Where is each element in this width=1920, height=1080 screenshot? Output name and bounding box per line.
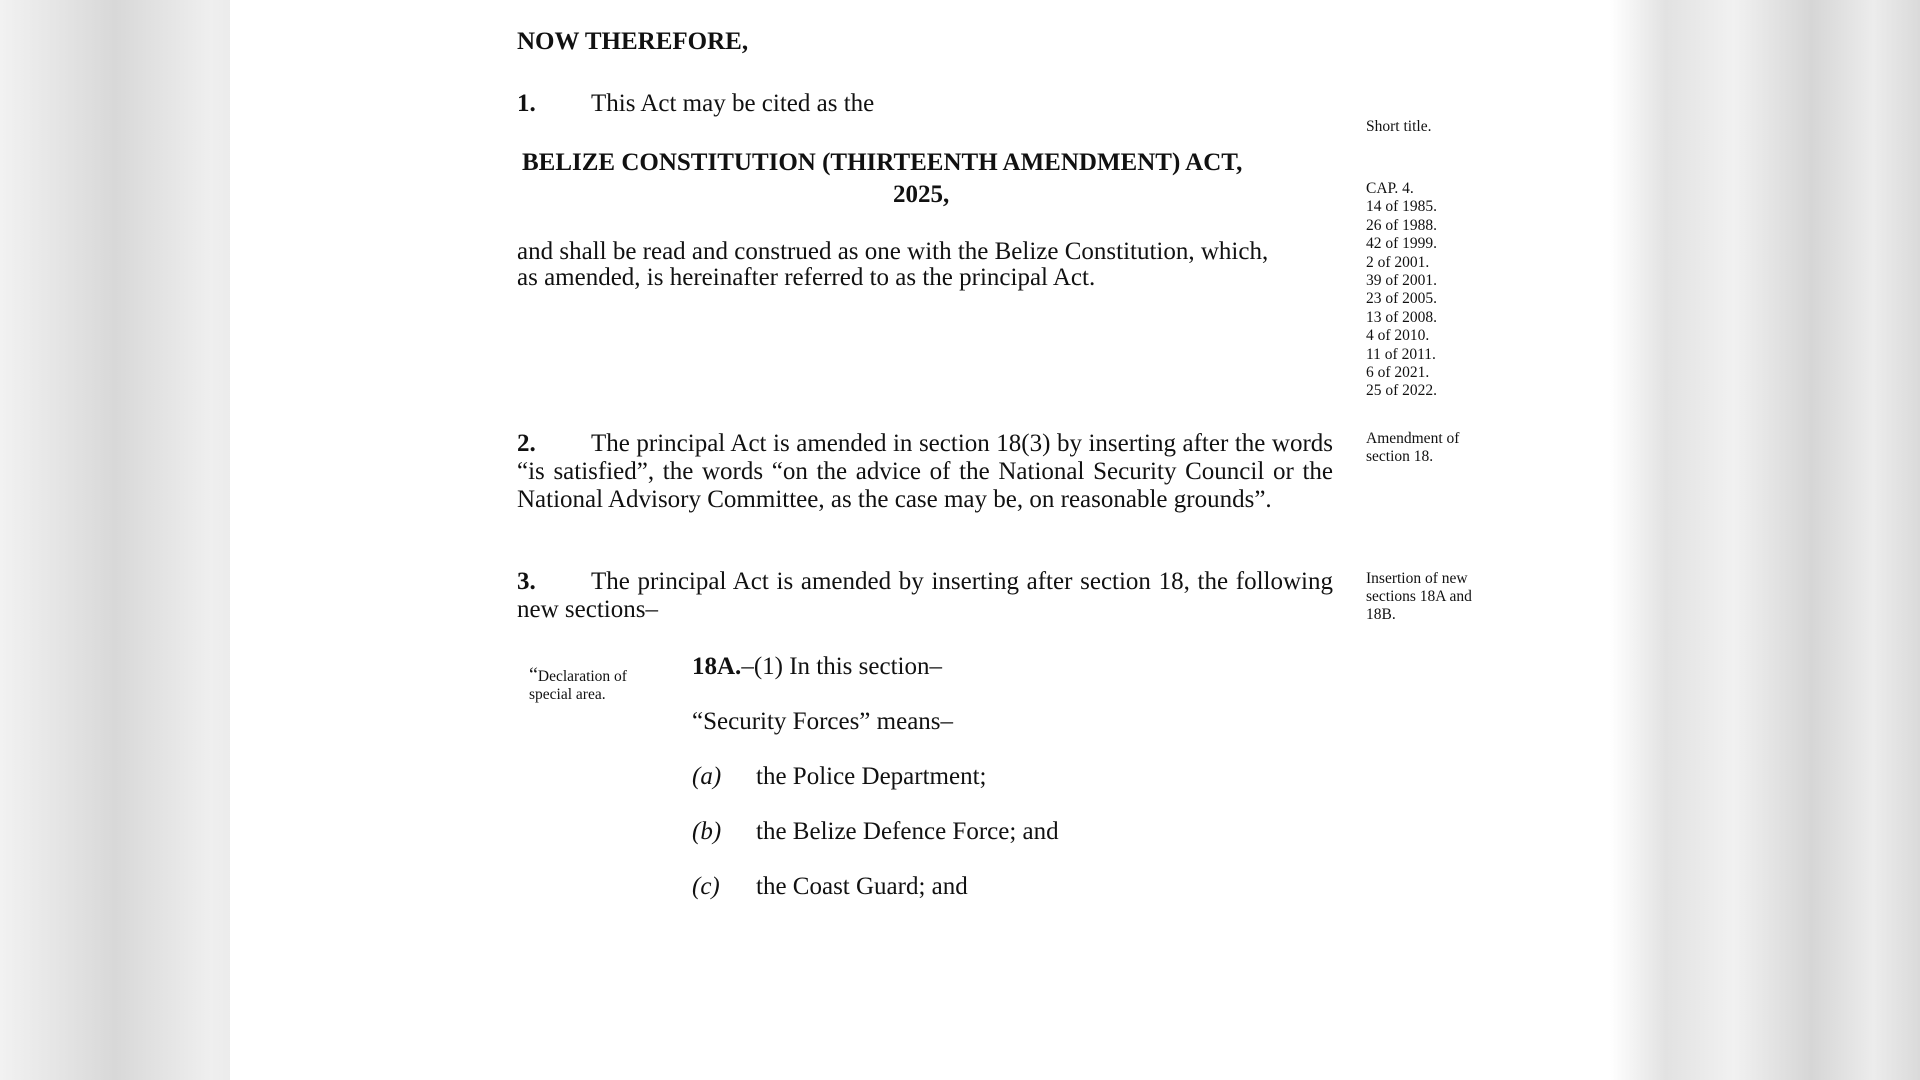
- section-3-note-line2: sections 18A and: [1366, 588, 1472, 605]
- section-3-note-line3: 18B.: [1366, 606, 1396, 623]
- section-2-note-line1: Amendment of: [1366, 430, 1460, 447]
- list-item-c-label: (c): [692, 873, 720, 900]
- citation-item: 23 of 2005.: [1366, 290, 1438, 308]
- citation-item: 13 of 2008.: [1366, 308, 1438, 326]
- video-backdrop-right: [1610, 0, 1920, 1080]
- act-title-line2: 2025,: [893, 181, 950, 208]
- section-18a-note-line2: special area.: [529, 686, 606, 703]
- section-18a-note: [529, 666, 627, 704]
- section-2-paragraph: [517, 430, 1333, 514]
- section-18a-heading-text: –(1) In this section–: [741, 653, 942, 680]
- section-1-number: 1.: [517, 90, 536, 117]
- security-forces-definition: “Security Forces” means–: [692, 708, 954, 735]
- section-3-paragraph: [517, 568, 1333, 624]
- citation-item: 39 of 2001.: [1366, 272, 1438, 290]
- list-item-b-text: the Belize Defence Force; and: [756, 818, 1059, 845]
- citation-item: 6 of 2021.: [1366, 364, 1430, 382]
- list-item-b: [692, 818, 1059, 845]
- section-3-number: 3.: [517, 568, 536, 595]
- section-18a-note-line1-text: Declaration of: [537, 668, 627, 685]
- section-18a-heading: [692, 653, 942, 680]
- list-item-a-text: the Police Department;: [756, 763, 987, 790]
- citation-item: 14 of 1985.: [1366, 198, 1438, 216]
- now-therefore-heading: NOW THEREFORE,: [517, 28, 749, 55]
- section-1-body-line1: and shall be read and construed as one with the Belize Constitution, which,: [517, 238, 1269, 265]
- section-2-note: [1366, 430, 1459, 466]
- section-2-text: The principal Act is amended in section 18(3) by inserting after the words “is satisfied”, the words “on the advice of the National Security Council or the National Advisory Committee, as the case may be, on reasonable grounds”.: [517, 430, 1333, 513]
- section-3-text: The principal Act is amended by inserting after section 18, the following new sections–: [517, 568, 1333, 623]
- section-18a-note-quote: “: [529, 664, 538, 686]
- legislation-page: [230, 0, 1610, 1080]
- citation-item: CAP. 4.: [1366, 180, 1414, 197]
- citation-item: 11 of 2011.: [1366, 345, 1436, 363]
- section-18a-note-line1: [529, 666, 627, 686]
- section-1-body-line2: as amended, is hereinafter referred to as the principal Act.: [517, 264, 1096, 291]
- section-1-intro-text: This Act may be cited as the: [591, 90, 875, 117]
- citation-list: [1366, 180, 1437, 401]
- list-item-c: [692, 873, 968, 900]
- citation-item: 4 of 2010.: [1366, 327, 1430, 345]
- list-item-b-label: (b): [692, 818, 722, 845]
- citation-item: 42 of 1999.: [1366, 235, 1438, 253]
- list-item-a-label: (a): [692, 763, 722, 790]
- act-title-line1: BELIZE CONSTITUTION (THIRTEENTH AMENDMENT) ACT,: [522, 149, 1243, 176]
- section-3-note: [1366, 570, 1472, 624]
- list-item-a: [692, 763, 986, 790]
- citation-item: 2 of 2001.: [1366, 253, 1430, 271]
- section-2-number: 2.: [517, 430, 536, 457]
- list-item-c-text: the Coast Guard; and: [756, 873, 968, 900]
- section-3-note-line1: Insertion of new: [1366, 570, 1468, 587]
- section-2-note-line2: section 18.: [1366, 448, 1434, 465]
- short-title-note: Short title.: [1366, 118, 1432, 135]
- citation-item: 25 of 2022.: [1366, 382, 1438, 400]
- citation-item: 26 of 1988.: [1366, 216, 1438, 234]
- section-1-intro: [517, 90, 874, 117]
- section-18a-number: 18A.: [692, 653, 742, 680]
